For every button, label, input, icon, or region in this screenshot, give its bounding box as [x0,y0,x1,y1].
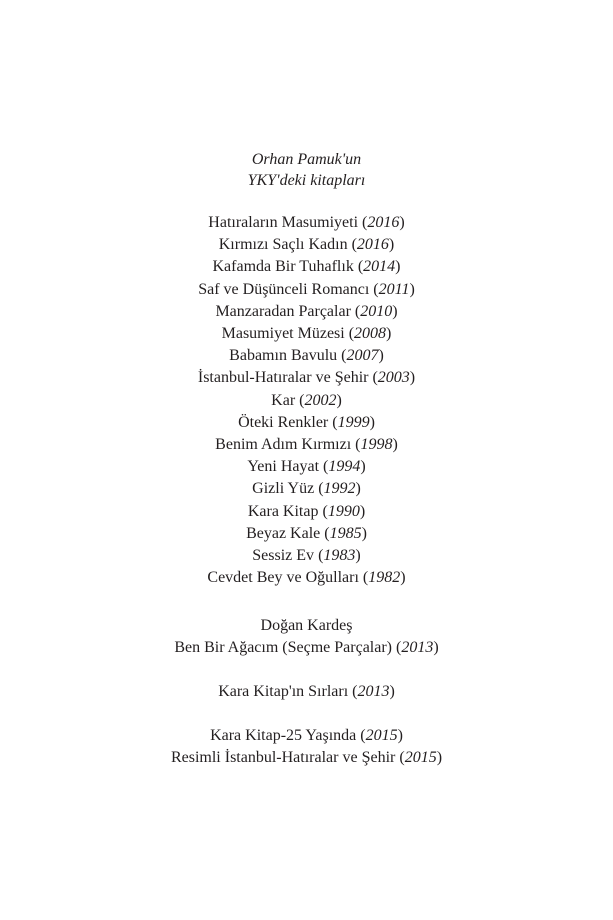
book-year: 1994 [328,458,361,476]
book-year: 2016 [367,214,400,231]
book-entry: Kafamda Bir Tuhaflık (2014) [212,258,401,276]
book-title: Kara Kitap [247,502,319,520]
book-entry: Kara Kitap-25 Yaşında (2015) [210,727,403,744]
book-entry: Kar (2002) [271,391,342,409]
book-title: Yeni Hayat [247,458,320,476]
book-title: Sessiz Ev [252,547,315,565]
book-title: Öteki Renkler [238,413,329,431]
book-entry: Ben Bir Ağacım (Seçme Parçalar) (2013) [174,639,439,657]
book-entry: Yeni Hayat (1994) [247,458,366,476]
book-entry: Beyaz Kale (1985) [246,524,367,542]
book-title: Kara Kitap-25 Yaşında [210,727,357,744]
book-year: 1982 [368,569,401,587]
illustrated-section [0,725,613,769]
book-year: 2008 [354,325,387,343]
book-entry: Kırmızı Saçlı Kadın (2016) [218,236,395,254]
book-year: 2010 [360,302,393,320]
heading-publisher: YKY'deki kitapları [247,172,366,189]
book-title: İstanbul-Hatıralar ve Şehir [197,369,369,387]
book-year: 2014 [363,258,396,276]
book-title: Beyaz Kale [246,524,321,542]
book-year: 2016 [356,236,389,254]
book-title: Cevdet Bey ve Oğulları [207,569,359,587]
book-title: Ben Bir Ağacım (Seçme Parçalar) [174,639,393,657]
book-year: 2013 [401,639,434,657]
book-entry: Öteki Renkler (1999) [238,413,375,431]
book-entry: Sessiz Ev (1983) [252,547,361,565]
book-year: 2003 [377,369,410,387]
book-year: 1992 [323,480,356,498]
book-year: 2011 [378,280,410,298]
book-title: Saf ve Düşünceli Romancı [198,280,370,298]
heading-author: Orhan Pamuk'un [251,151,362,168]
book-title: Kara Kitap'ın Sırları [218,683,349,700]
book-year: 2015 [404,749,437,767]
sirlari-section [0,681,613,703]
book-year: 1985 [329,524,362,542]
section-label: Doğan Kardeş [260,617,353,634]
book-year: 1990 [327,502,360,520]
book-title: Resimli İstanbul-Hatıralar ve Şehir [170,749,396,767]
book-entry: Babamın Bavulu (2007) [229,347,384,365]
book-year: 2002 [304,391,337,409]
book-entry: Cevdet Bey ve Oğulları (1982) [207,569,406,587]
book-year: 2007 [346,347,379,365]
book-entry: Kara Kitap'ın Sırları (2013) [218,683,395,700]
book-year: 1999 [337,413,370,431]
book-year: 2015 [365,727,398,744]
page-heading [0,149,613,191]
book-year: 1998 [360,436,393,454]
book-entry: Resimli İstanbul-Hatıralar ve Şehir (2015) [170,749,443,767]
book-title: Kırmızı Saçlı Kadın [218,236,348,254]
book-title: Benim Adım Kırmızı [215,436,352,454]
book-title: Kar [271,391,296,409]
book-entry: Benim Adım Kırmızı (1998) [215,436,398,454]
book-entry: Gizli Yüz (1992) [252,480,361,498]
dogan-kardes-section [0,615,613,659]
book-entry: Kara Kitap (1990) [247,502,366,520]
book-title: Manzaradan Parçalar [215,302,351,320]
book-title: Kafamda Bir Tuhaflık [212,258,354,276]
book-year: 1983 [323,547,356,565]
book-title: Hatıraların Masumiyeti [208,214,359,231]
book-entry: Masumiyet Müzesi (2008) [221,325,392,343]
book-year: 2013 [357,683,390,700]
main-book-list [0,212,613,589]
book-entry: Hatıraların Masumiyeti (2016) [208,214,405,231]
book-entry: İstanbul-Hatıralar ve Şehir (2003) [197,369,416,387]
book-entry: Manzaradan Parçalar (2010) [215,302,398,320]
book-entry: Saf ve Düşünceli Romancı (2011) [198,280,415,298]
book-title: Babamın Bavulu [229,347,338,365]
book-title: Gizli Yüz [252,480,315,498]
book-title: Masumiyet Müzesi [221,325,345,343]
